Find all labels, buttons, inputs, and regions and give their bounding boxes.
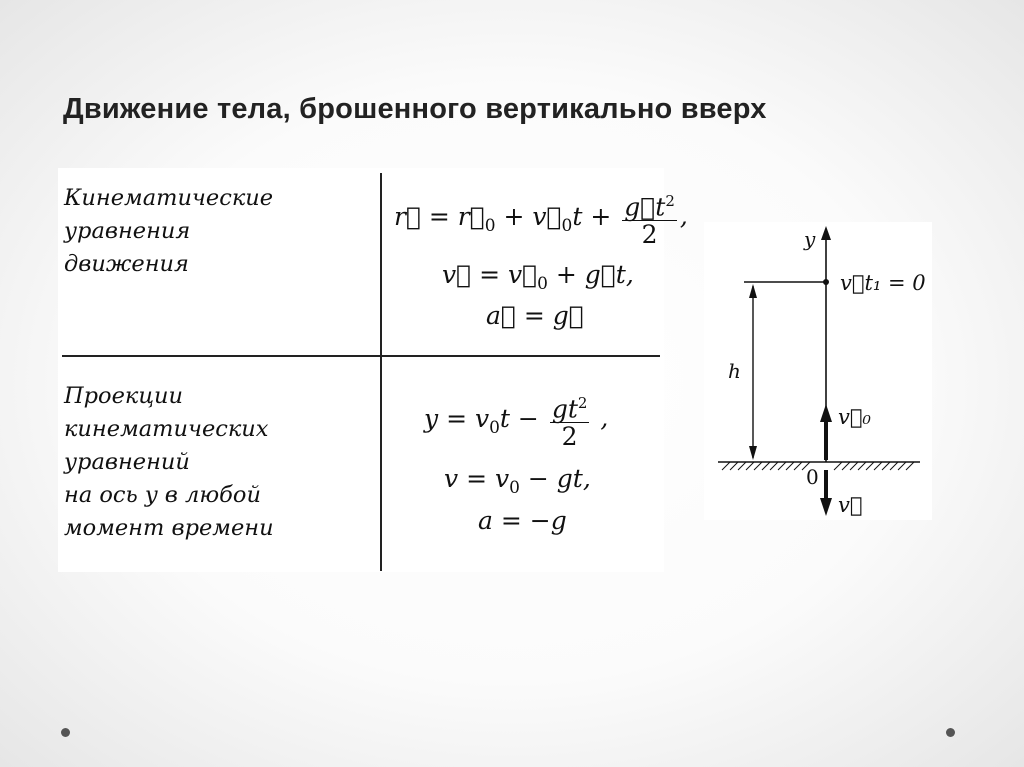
equation-y: $y = v_0t$ − $\frac{gt^2}{2}$ ,: [424, 390, 608, 450]
table-horizontal-divider: [62, 355, 660, 357]
initial-velocity-label: v⃗₀: [838, 405, 871, 429]
down-velocity-label: v⃗: [838, 493, 863, 517]
top-velocity-label: v⃗t₁ = 0: [840, 271, 926, 295]
y-axis-label: y: [804, 227, 816, 251]
y-axis-arrowhead: [821, 226, 831, 240]
down-velocity-arrowhead: [820, 498, 832, 516]
row1-label: Кинематические уравнения движения: [64, 185, 274, 277]
slide-decoration-dot-right: [946, 728, 955, 737]
slide-title: Движение тела, брошенного вертикально вверх: [63, 93, 767, 125]
initial-velocity-arrowhead: [820, 404, 832, 422]
height-label: h: [728, 359, 741, 383]
slide-decoration-dot-left: [61, 728, 70, 737]
equation-v: v⃗ = $v⃗_0$ + g⃗t,: [442, 260, 634, 294]
motion-diagram: [704, 222, 932, 520]
motion-diagram-svg: [704, 222, 932, 520]
top-point: [823, 279, 829, 285]
height-arrow-top: [749, 284, 757, 298]
formula-table: [58, 168, 688, 572]
row2-label: Проекции кинематических уравнений на ось y в любой момент времени: [64, 383, 274, 541]
height-arrow-bottom: [749, 446, 757, 460]
equation-a: a⃗ = g⃗: [486, 301, 584, 330]
table-vertical-divider: [380, 173, 382, 571]
equation-r: r⃗ = $r⃗_0$ + $v⃗_0t$ + $\frac{g⃗t^2}{2}$ ,: [394, 188, 688, 248]
equation-a-proj: a = −g: [478, 506, 567, 535]
origin-label: 0: [806, 465, 819, 489]
equation-v-proj: $v = v_0$ − gt,: [444, 464, 591, 498]
